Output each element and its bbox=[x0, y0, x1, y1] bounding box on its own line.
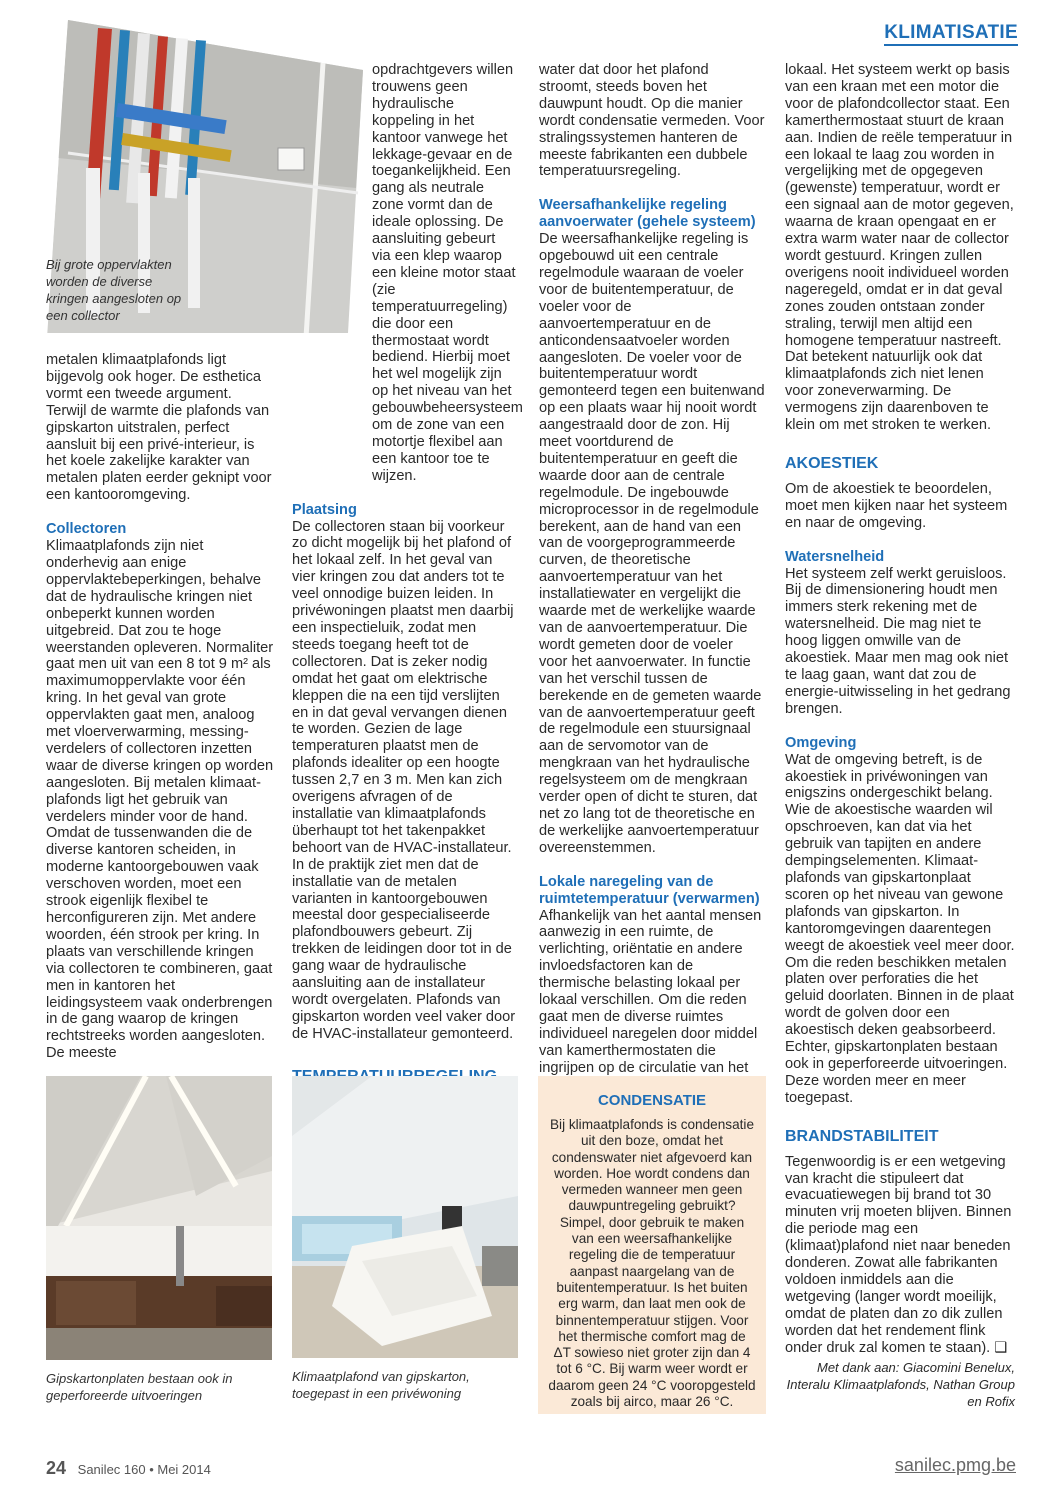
column-1 bbox=[46, 352, 274, 1062]
office-image bbox=[46, 1076, 272, 1360]
column-3 bbox=[539, 62, 765, 1093]
lokale-naregeling-heading: Lokale naregeling van de ruimtetemperatuur (verwarmen) bbox=[539, 873, 760, 907]
weersafhankelijke-heading: Weersafhankelijke regeling aanvoerwater (gehele systeem) bbox=[539, 197, 756, 231]
condensatie-text: Bij klimaatplafonds is condensatie uit den boze, omdat het condenswater niet afgevoerd kan worden. Hoe wordt condens dan vermeden wanneer men geen dauwpuntregeling gebruikt? Simpel, door gebruik te maken van een weersafhankelijke regeling die de temperatuur aanpast naargelang van de buitentemperatuur. Is het buiten erg warm, dan laat men ook de binnentemperatuur stijgen. Voor het thermische comfort mag de ΔT sowieso niet groter zijn dan 4 tot 6 °C. Bij warm weer wordt er daarom geen 24 °C vooropgesteld zoals bij airco, maar 26 °C. bbox=[548, 1117, 756, 1410]
section-label: KLIMATISATIE bbox=[884, 22, 1018, 46]
omgeving-text: Wat de omgeving betreft, is de akoestiek in privéwoningen van enigszins ondergeschikt belang. Wie de akoestische waarden wil opschroeven, kan dat via het gebruik van tapijten en andere dempingselementen. Klimaatplafonds van gipskartonplaat scoren op het niveau van gewone plafonds van gipskarton. In kantoromgevingen daarentegen weegt de akoestiek veel meer door. Om die reden beschikken metalen platen over perforaties die het geluid doorlaten. Binnen in de plaat wordt de golven door een akoestisch deken geabsorbeerd. Echter, gipskartonplaten bestaan ook in geperforeerde uitvoeringen. Deze worden meer en meer toegepast. bbox=[785, 751, 1015, 1106]
watersnelheid-text: Het systeem zelf werkt geruisloos. Bij de dimensionering houdt men immers sterk rekening met de watersnelheid. Die mag niet te hoog liggen omwille van de akoestiek. Maar men mag ook niet te laag gaan, want dat zou de energie-uitwisseling in het gedrang brengen. bbox=[785, 565, 1011, 717]
collectoren-heading: Collectoren bbox=[46, 521, 127, 538]
living-caption: Klimaatplafond van gipskarton, toegepast in een privéwoning bbox=[292, 1369, 470, 1401]
page-number: 24 bbox=[46, 1458, 67, 1478]
footer-url[interactable]: sanilec.pmg.be bbox=[894, 1455, 1016, 1475]
col3-intro: water dat door het plafond stroomt, steeds boven het dauwpunt houdt. Op die manier wordt condensatie vermeden. Voor stralingssystemen hanteren de meeste fabrikanten een dubbele temperatuursregeling. bbox=[539, 62, 765, 180]
brandstabiliteit-heading: BRANDSTABILITEIT bbox=[785, 1127, 939, 1145]
credits: Met dank aan: Giacomini Benelux, Interalu Klimaatplafonds, Nathan Group en Rofix bbox=[786, 1359, 1015, 1409]
living-image bbox=[292, 1076, 518, 1358]
office-caption: Gipskartonplaten bestaan ook in geperforeerde uitvoeringen bbox=[46, 1371, 233, 1403]
column-2 bbox=[292, 62, 523, 1161]
plaatsing-heading: Plaatsing bbox=[292, 501, 357, 518]
plaatsing-text: De collectoren staan bij voorkeur zo dicht mogelijk bij het plafond of het lokaal zelf. In het geval van vier kringen zou dat anders tot te veel onnodige buizen leiden. In privéwoningen plaatst men daarbij een inspectieluik, zodat men steeds toegang heeft tot de collectoren. Dat is zeker nodig omdat het gaat om elektrische kleppen die na een tijd verslijten en in dat geval vervangen dienen te worden. Gezien de lage temperaturen plaatst men de plafonds idealiter op een hoogte tussen 2,7 en 3 m. Men kan zich overigens afvragen of de installatie van klimaatplafonds überhaupt tot het takenpakket behoort van de HVAC-installateur. In de praktijk ziet men dat de installatie van de metalen varianten in kantoorgebouwen meestal door gespecialiseerde plafondbouwers gebeurt. Zij trekken de leidingen door tot in de gang waar de hydraulische aansluiting aan de installateur wordt overgelaten. Plafonds van gipskarton worden veel vaker door de HVAC-installateur gemonteerd. bbox=[292, 518, 516, 1042]
condensatie-title: CONDENSATIE bbox=[597, 1092, 707, 1109]
issue-info: Sanilec 160 • Mei 2014 bbox=[77, 1462, 211, 1477]
watersnelheid-heading: Watersnelheid bbox=[785, 548, 885, 565]
akoestiek-heading: AKOESTIEK bbox=[785, 454, 879, 472]
collector-caption: Bij grote oppervlakten worden de diverse kringen aangesloten op een collector bbox=[46, 257, 182, 323]
akoestiek-text: Om de akoestiek te beoordelen, moet men kijken naar het systeem en naar de omgeving. bbox=[785, 480, 1008, 531]
col4-intro: lokaal. Het systeem werkt op basis van een kraan met een motor die voor de plafondcollector staat. Een kamerthermostaat stuurt de kraan aan. Indien de reële temperatuur in een lokaal te laag zou worden in vergelijking met de opgegeven (gewenste) temperatuur, wordt er een signaal aan de motor gegeven, waarna de kraan opengaat en er extra warm water naar de collector wordt gestuurd. Kringen zullen overigens nooit individueel worden nageregeld, omdat er in dat geval zones zouden ontstaan zonder straling, terwijl men altijd een homogene temperatuur nastreeft. Dat betekent natuurlijk ook dat klimaatplafonds zich niet lenen voor zoneverwarming. De vermogens zijn daarenboven te klein om met stroken te werken. bbox=[785, 62, 1014, 434]
column-4 bbox=[785, 62, 1015, 1410]
weersafhankelijke-text: De weersafhankelijke regeling is opgebouwd uit een centrale regelmodule waaraan de voeler voor de buitentemperatuur, de voeler voor de aanvoertemperatuur en de anticondensaatvoeler worden aangesloten. De voeler voor de buitentemperatuur wordt gemonteerd tegen een buitenwand op een plaats waar hij nooit wordt aangestraald door de zon. Hij meet voortdurend de buitentemperatuur en geeft die waarde door aan de centrale regelmodule. De ingebouwde microprocessor in de regelmodule berekent, aan de hand van een van de voorgeprogrammeerde curven, de theoretische aanvoertemperatuur van het installatiewater en vergelijkt die waarde met de werkelijke waarde van de aanvoertemperatuur. Die wordt gemeten door de voeler voor het aanvoerwater. In functie van het verschil tussen de berekende en de gemeten waarde van de aanvoertemperatuur geeft de regelmodule een stuursignaal aan de servomotor van de mengkraan van het hydraulische regelsysteem om de mengkraan verder open of dicht te sturen, dat net zo lang tot de theoretische en de werkelijke aanvoertemperatuur overeenstemmen. bbox=[539, 231, 765, 856]
office-photo bbox=[46, 1076, 272, 1360]
brandstabiliteit-text: Tegenwoordig is er een wetgeving van kracht die stipuleert dat evacuatiewegen bij brand tot 30 minuten vrij moeten blijven. Binnen die periode mag een (klimaat)plafond niet naar beneden donderen. Zowat alle fabrikanten voldoen inmiddels aan die wetgeving (langer wordt moeilijk, omdat de platen dan zo dik zullen worden dat het rendement flink onder druk zal komen te staan). ❑ bbox=[785, 1153, 1012, 1356]
condensatie-box bbox=[538, 1076, 766, 1414]
omgeving-heading: Omgeving bbox=[785, 734, 857, 751]
lokale-naregeling-text: Afhankelijk van het aantal mensen aanwezig in een ruimte, de verlichting, oriëntatie en andere invloedsfactoren kan de thermische belasting lokaal per lokaal verschillen. Om die reden gaat men de diverse ruimtes individueel naregelen door middel van kamerthermostaten die ingrijpen op de circulatie van het bbox=[539, 907, 762, 1076]
living-photo bbox=[292, 1076, 518, 1358]
footer-left bbox=[46, 1458, 211, 1479]
col2-intro: opdrachtgevers willen trouwens geen hydraulische koppeling in het kantoor vanwege het lekkage-gevaar en de toegankelijkheid. Een gang als neutrale zone vormt dan de ideale oplossing. De aansluiting gebeurt via een klep waarop een kleine motor staat (zie temperatuurregeling) die door een thermostaat wordt bediend. Hierbij moet het wel mogelijk zijn op het niveau van het gebouwbeheersysteem om de zone van een motortje flexibel aan een kantoor toe te wijzen. bbox=[372, 62, 523, 484]
collectoren-text: Klimaatplafonds zijn niet onderhevig aan enige oppervlaktebeperkingen, behalve dat de hydraulische kringen niet onbeperkt kunnen worden uitgebreid. Dat zou te hoge weerstanden opleveren. Normaliter gaat men uit van een 8 tot 9 m² als maximumoppervlakte voor één kring. In het geval van grote oppervlakten gaat men, analoog met vloerverwarming, messingverdelers of collectoren inzetten waar de diverse kringen op worden aangesloten. Bij metalen klimaatplafonds ligt het gebruik van verdelers minder voor de hand. Omdat de tussenwanden die de diverse kantoren scheiden, in moderne kantoorgebouwen vaak verschoven worden, moet een strook eigenlijk flexibel te herconfigureren zijn. Met andere woorden, één strook per kring. In plaats van verschillende kringen via collectoren te combineren, gaat men in kantoren het leidingsysteem vaak onderbrengen in de gang waarop de kringen rechtstreeks worden aangesloten. De meeste bbox=[46, 538, 274, 1062]
col1-intro: metalen klimaatplafonds ligt bijgevolg ook hoger. De esthetica vormt een tweede argument. Terwijl de warmte die plafonds van gipskarton uitstralen, perfect aansluit bij een privé-interieur, is het koele zakelijke karakter van metalen platen eerder geknipt voor een kantooromgeving. bbox=[46, 352, 272, 504]
